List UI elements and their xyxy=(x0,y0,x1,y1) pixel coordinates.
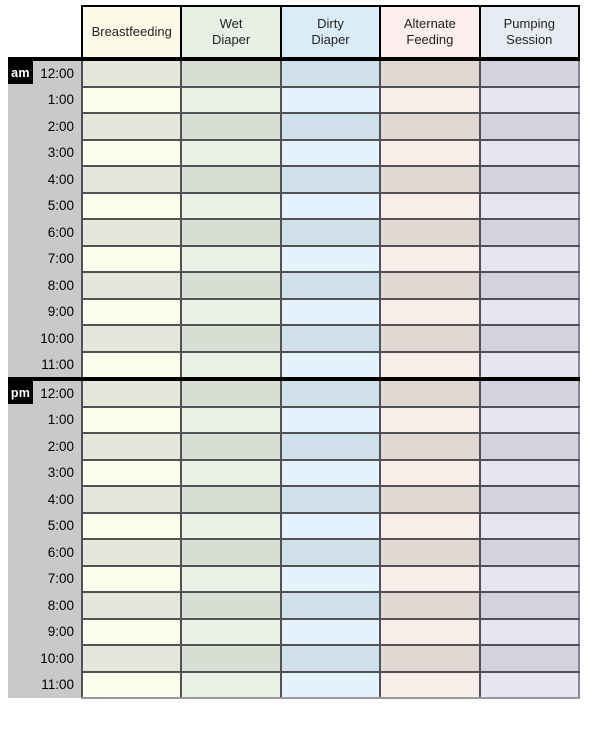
grid-cell-pumping-session-900pm[interactable] xyxy=(480,619,579,646)
column-header-wet-diaper: Wet Diaper xyxy=(181,6,280,59)
grid-cell-pumping-session-1100pm[interactable] xyxy=(480,672,579,699)
row-400-pm xyxy=(8,486,579,513)
grid-cell-alternate-feeding-600pm[interactable] xyxy=(380,539,479,566)
grid-cell-dirty-diaper-300am[interactable] xyxy=(281,140,380,167)
time-label-400-pm: 4:00 xyxy=(8,486,82,513)
grid-cell-alternate-feeding-100am[interactable] xyxy=(380,87,479,114)
grid-cell-alternate-feeding-400pm[interactable] xyxy=(380,486,479,513)
grid-cell-breastfeeding-1000pm[interactable] xyxy=(82,645,181,672)
grid-cell-pumping-session-200am[interactable] xyxy=(480,113,579,140)
column-header-alternate-feeding: Alternate Feeding xyxy=(380,6,479,59)
row-300-pm xyxy=(8,460,579,487)
grid-cell-pumping-session-300am[interactable] xyxy=(480,140,579,167)
grid-cell-pumping-session-800am[interactable] xyxy=(480,272,579,299)
grid-cell-wet-diaper-500am[interactable] xyxy=(181,193,280,220)
row-300-am xyxy=(8,140,579,167)
row-900-pm xyxy=(8,619,579,646)
row-600-pm xyxy=(8,539,579,566)
grid-cell-dirty-diaper-600am[interactable] xyxy=(281,219,380,246)
grid-cell-wet-diaper-100pm[interactable] xyxy=(181,407,280,434)
grid-cell-alternate-feeding-600am[interactable] xyxy=(380,219,479,246)
grid-cell-dirty-diaper-500pm[interactable] xyxy=(281,513,380,540)
grid-cell-alternate-feeding-200pm[interactable] xyxy=(380,433,479,460)
grid-cell-breastfeeding-600am[interactable] xyxy=(82,219,181,246)
grid-cell-pumping-session-1200pm[interactable] xyxy=(480,379,579,407)
grid-cell-dirty-diaper-600pm[interactable] xyxy=(281,539,380,566)
grid-cell-dirty-diaper-1200pm[interactable] xyxy=(281,379,380,407)
grid-cell-wet-diaper-400am[interactable] xyxy=(181,166,280,193)
grid-cell-breastfeeding-100am[interactable] xyxy=(82,87,181,114)
grid-cell-breastfeeding-900pm[interactable] xyxy=(82,619,181,646)
grid-cell-pumping-session-900am[interactable] xyxy=(480,299,579,326)
grid-cell-alternate-feeding-400am[interactable] xyxy=(380,166,479,193)
time-label-700-pm: 7:00 xyxy=(8,566,82,593)
row-1100-am xyxy=(8,352,579,380)
grid-cell-alternate-feeding-700pm[interactable] xyxy=(380,566,479,593)
grid-cell-alternate-feeding-1000am[interactable] xyxy=(380,325,479,352)
time-label-900-am: 9:00 xyxy=(8,299,82,326)
grid-cell-breastfeeding-900am[interactable] xyxy=(82,299,181,326)
grid-cell-dirty-diaper-700am[interactable] xyxy=(281,246,380,273)
grid-cell-wet-diaper-600pm[interactable] xyxy=(181,539,280,566)
grid-cell-wet-diaper-700pm[interactable] xyxy=(181,566,280,593)
grid-cell-breastfeeding-800pm[interactable] xyxy=(82,592,181,619)
grid-cell-breastfeeding-1200pm[interactable] xyxy=(82,379,181,407)
row-200-pm xyxy=(8,433,579,460)
grid-cell-pumping-session-1000am[interactable] xyxy=(480,325,579,352)
row-100-pm xyxy=(8,407,579,434)
column-header-breastfeeding: Breastfeeding xyxy=(82,6,181,59)
grid-cell-breastfeeding-400am[interactable] xyxy=(82,166,181,193)
time-label-500-am: 5:00 xyxy=(8,193,82,220)
grid-cell-dirty-diaper-1100am[interactable] xyxy=(281,352,380,380)
log-body xyxy=(8,59,579,698)
time-label-300-am: 3:00 xyxy=(8,140,82,167)
grid-cell-wet-diaper-200pm[interactable] xyxy=(181,433,280,460)
baby-log-table xyxy=(8,5,580,699)
header-corner-spacer xyxy=(8,6,82,59)
grid-cell-breastfeeding-200am[interactable] xyxy=(82,113,181,140)
column-header-pumping-session: Pumping Session xyxy=(480,6,579,59)
grid-cell-dirty-diaper-1000am[interactable] xyxy=(281,325,380,352)
grid-cell-alternate-feeding-1200am[interactable] xyxy=(380,59,479,87)
row-500-pm xyxy=(8,513,579,540)
grid-cell-wet-diaper-800am[interactable] xyxy=(181,272,280,299)
grid-cell-dirty-diaper-400am[interactable] xyxy=(281,166,380,193)
grid-cell-alternate-feeding-300am[interactable] xyxy=(380,140,479,167)
grid-cell-dirty-diaper-400pm[interactable] xyxy=(281,486,380,513)
grid-cell-pumping-session-500pm[interactable] xyxy=(480,513,579,540)
grid-cell-wet-diaper-1200pm[interactable] xyxy=(181,379,280,407)
row-900-am xyxy=(8,299,579,326)
grid-cell-pumping-session-400am[interactable] xyxy=(480,166,579,193)
grid-cell-breastfeeding-600pm[interactable] xyxy=(82,539,181,566)
grid-cell-dirty-diaper-500am[interactable] xyxy=(281,193,380,220)
time-label-1000-pm: 10:00 xyxy=(8,645,82,672)
grid-cell-pumping-session-200pm[interactable] xyxy=(480,433,579,460)
grid-cell-wet-diaper-200am[interactable] xyxy=(181,113,280,140)
row-800-am xyxy=(8,272,579,299)
column-header-dirty-diaper: Dirty Diaper xyxy=(281,6,380,59)
grid-cell-wet-diaper-300pm[interactable] xyxy=(181,460,280,487)
grid-cell-alternate-feeding-1000pm[interactable] xyxy=(380,645,479,672)
grid-cell-wet-diaper-1200am[interactable] xyxy=(181,59,280,87)
row-1200-pm xyxy=(8,379,579,407)
time-label-1200-pm: pm 12:00 xyxy=(8,379,82,407)
time-label-100-pm: 1:00 xyxy=(8,407,82,434)
grid-cell-wet-diaper-900pm[interactable] xyxy=(181,619,280,646)
grid-cell-alternate-feeding-800pm[interactable] xyxy=(380,592,479,619)
grid-cell-wet-diaper-500pm[interactable] xyxy=(181,513,280,540)
grid-cell-breastfeeding-300pm[interactable] xyxy=(82,460,181,487)
grid-cell-pumping-session-100am[interactable] xyxy=(480,87,579,114)
grid-cell-alternate-feeding-900am[interactable] xyxy=(380,299,479,326)
grid-cell-breastfeeding-400pm[interactable] xyxy=(82,486,181,513)
grid-cell-wet-diaper-600am[interactable] xyxy=(181,219,280,246)
time-label-100-am: 1:00 xyxy=(8,87,82,114)
grid-cell-alternate-feeding-900pm[interactable] xyxy=(380,619,479,646)
grid-cell-breastfeeding-700pm[interactable] xyxy=(82,566,181,593)
grid-cell-dirty-diaper-100pm[interactable] xyxy=(281,407,380,434)
grid-cell-wet-diaper-800pm[interactable] xyxy=(181,592,280,619)
row-200-am xyxy=(8,113,579,140)
grid-cell-alternate-feeding-300pm[interactable] xyxy=(380,460,479,487)
grid-cell-pumping-session-300pm[interactable] xyxy=(480,460,579,487)
grid-cell-wet-diaper-1000pm[interactable] xyxy=(181,645,280,672)
row-700-am xyxy=(8,246,579,273)
grid-cell-breastfeeding-800am[interactable] xyxy=(82,272,181,299)
row-1000-pm xyxy=(8,645,579,672)
grid-cell-breastfeeding-300am[interactable] xyxy=(82,140,181,167)
grid-cell-breastfeeding-1000am[interactable] xyxy=(82,325,181,352)
time-label-1000-am: 10:00 xyxy=(8,325,82,352)
grid-cell-pumping-session-800pm[interactable] xyxy=(480,592,579,619)
grid-cell-alternate-feeding-500am[interactable] xyxy=(380,193,479,220)
grid-cell-breastfeeding-1200am[interactable] xyxy=(82,59,181,87)
grid-cell-pumping-session-1000pm[interactable] xyxy=(480,645,579,672)
grid-cell-pumping-session-600pm[interactable] xyxy=(480,539,579,566)
grid-cell-wet-diaper-400pm[interactable] xyxy=(181,486,280,513)
grid-cell-pumping-session-700pm[interactable] xyxy=(480,566,579,593)
row-1200-am xyxy=(8,59,579,87)
grid-cell-dirty-diaper-300pm[interactable] xyxy=(281,460,380,487)
time-label-800-pm: 8:00 xyxy=(8,592,82,619)
time-label-400-am: 4:00 xyxy=(8,166,82,193)
period-badge-am: am xyxy=(8,61,33,84)
time-label-200-pm: 2:00 xyxy=(8,433,82,460)
time-label-600-pm: 6:00 xyxy=(8,539,82,566)
grid-cell-pumping-session-1100am[interactable] xyxy=(480,352,579,380)
time-label-800-am: 8:00 xyxy=(8,272,82,299)
grid-cell-pumping-session-400pm[interactable] xyxy=(480,486,579,513)
grid-cell-alternate-feeding-700am[interactable] xyxy=(380,246,479,273)
grid-cell-dirty-diaper-1100pm[interactable] xyxy=(281,672,380,699)
grid-cell-alternate-feeding-200am[interactable] xyxy=(380,113,479,140)
grid-cell-breastfeeding-100pm[interactable] xyxy=(82,407,181,434)
grid-cell-wet-diaper-1000am[interactable] xyxy=(181,325,280,352)
time-label-1100-am: 11:00 xyxy=(8,352,82,380)
grid-cell-dirty-diaper-200pm[interactable] xyxy=(281,433,380,460)
grid-cell-wet-diaper-900am[interactable] xyxy=(181,299,280,326)
time-label-200-am: 2:00 xyxy=(8,113,82,140)
grid-cell-wet-diaper-1100am[interactable] xyxy=(181,352,280,380)
grid-cell-wet-diaper-1100pm[interactable] xyxy=(181,672,280,699)
time-label-700-am: 7:00 xyxy=(8,246,82,273)
time-label-600-am: 6:00 xyxy=(8,219,82,246)
grid-cell-dirty-diaper-100am[interactable] xyxy=(281,87,380,114)
grid-cell-breastfeeding-500am[interactable] xyxy=(82,193,181,220)
grid-cell-dirty-diaper-800am[interactable] xyxy=(281,272,380,299)
grid-cell-dirty-diaper-800pm[interactable] xyxy=(281,592,380,619)
grid-cell-wet-diaper-700am[interactable] xyxy=(181,246,280,273)
grid-cell-pumping-session-1200am[interactable] xyxy=(480,59,579,87)
grid-cell-pumping-session-600am[interactable] xyxy=(480,219,579,246)
time-label-900-pm: 9:00 xyxy=(8,619,82,646)
grid-cell-alternate-feeding-1200pm[interactable] xyxy=(380,379,479,407)
grid-cell-alternate-feeding-1100am[interactable] xyxy=(380,352,479,380)
grid-cell-dirty-diaper-900am[interactable] xyxy=(281,299,380,326)
row-700-pm xyxy=(8,566,579,593)
grid-cell-pumping-session-700am[interactable] xyxy=(480,246,579,273)
grid-cell-dirty-diaper-900pm[interactable] xyxy=(281,619,380,646)
time-label-1100-pm: 11:00 xyxy=(8,672,82,699)
row-400-am xyxy=(8,166,579,193)
grid-cell-breastfeeding-700am[interactable] xyxy=(82,246,181,273)
row-800-pm xyxy=(8,592,579,619)
grid-cell-breastfeeding-1100am[interactable] xyxy=(82,352,181,380)
row-500-am xyxy=(8,193,579,220)
period-badge-pm: pm xyxy=(8,381,33,404)
row-600-am xyxy=(8,219,579,246)
grid-cell-dirty-diaper-200am[interactable] xyxy=(281,113,380,140)
grid-cell-breastfeeding-500pm[interactable] xyxy=(82,513,181,540)
grid-cell-breastfeeding-200pm[interactable] xyxy=(82,433,181,460)
time-label-300-pm: 3:00 xyxy=(8,460,82,487)
row-1100-pm xyxy=(8,672,579,699)
header-row xyxy=(8,6,579,59)
grid-cell-breastfeeding-1100pm[interactable] xyxy=(82,672,181,699)
grid-cell-wet-diaper-100am[interactable] xyxy=(181,87,280,114)
grid-cell-alternate-feeding-500pm[interactable] xyxy=(380,513,479,540)
grid-cell-pumping-session-500am[interactable] xyxy=(480,193,579,220)
row-100-am xyxy=(8,87,579,114)
grid-cell-alternate-feeding-100pm[interactable] xyxy=(380,407,479,434)
time-label-500-pm: 5:00 xyxy=(8,513,82,540)
grid-cell-alternate-feeding-800am[interactable] xyxy=(380,272,479,299)
grid-cell-dirty-diaper-700pm[interactable] xyxy=(281,566,380,593)
row-1000-am xyxy=(8,325,579,352)
grid-cell-pumping-session-100pm[interactable] xyxy=(480,407,579,434)
time-label-1200-am: am 12:00 xyxy=(8,59,82,87)
grid-cell-dirty-diaper-1000pm[interactable] xyxy=(281,645,380,672)
grid-cell-wet-diaper-300am[interactable] xyxy=(181,140,280,167)
grid-cell-alternate-feeding-1100pm[interactable] xyxy=(380,672,479,699)
grid-cell-dirty-diaper-1200am[interactable] xyxy=(281,59,380,87)
